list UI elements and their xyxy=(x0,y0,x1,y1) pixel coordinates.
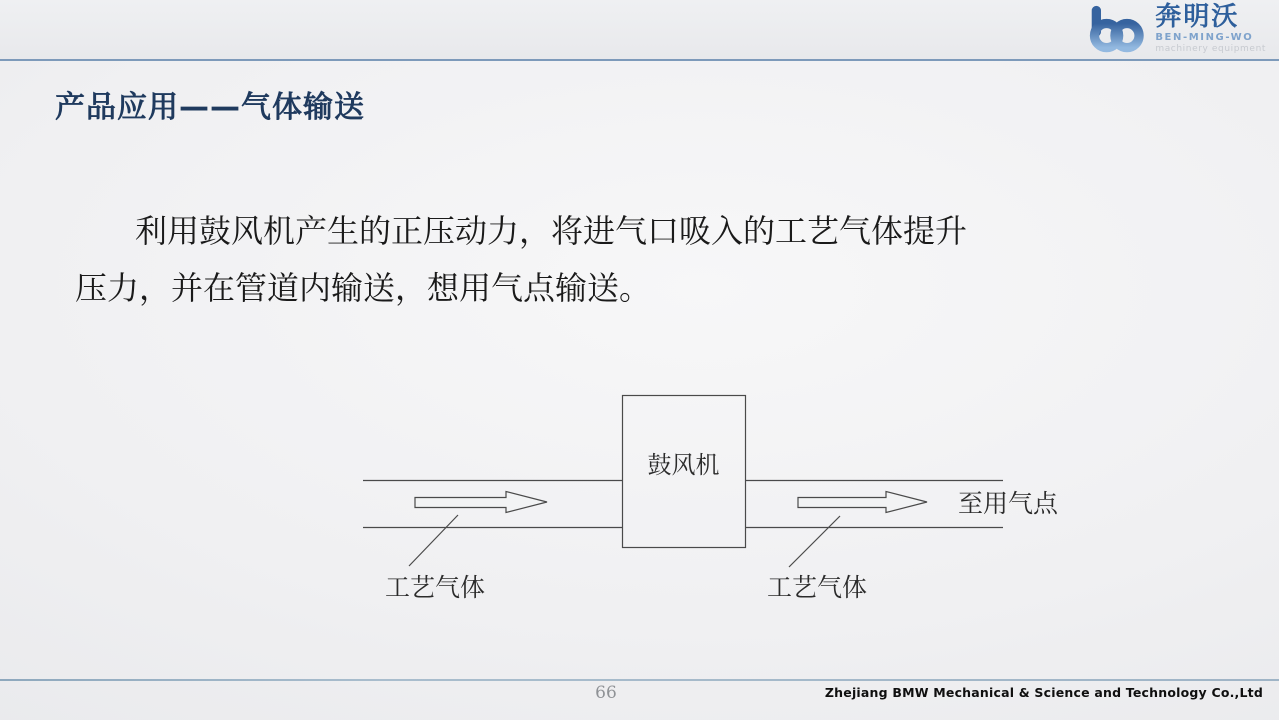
slide-title: 产品应用——气体输送 xyxy=(55,90,365,125)
footer-divider xyxy=(0,679,1279,681)
blower-label: 鼓风机 xyxy=(647,451,720,479)
blower-flow-diagram xyxy=(350,380,1070,610)
outlet-flow-arrow-icon xyxy=(798,492,927,513)
body-text-line1: 利用鼓风机产生的正压动力，将进气口吸入的工艺气体提升 xyxy=(135,212,968,250)
logo-brand-cn: 奔明沃 xyxy=(1155,2,1240,32)
inlet-gas-label: 工艺气体 xyxy=(385,573,486,602)
company-logo xyxy=(1075,4,1266,56)
logo-text-block xyxy=(1155,4,1266,54)
header-band xyxy=(0,0,1279,61)
logo-tagline: machinery equipment xyxy=(1155,44,1266,54)
body-text-line2: 压力，并在管道内输送，想用气点输送。 xyxy=(75,269,652,307)
inlet-flow-arrow-icon xyxy=(415,492,547,513)
logo-brand-en: BEN-MING-WO xyxy=(1155,32,1254,43)
page-number: 66 xyxy=(595,683,617,703)
inlet-leader-line xyxy=(409,515,458,566)
to-use-point-label: 至用气点 xyxy=(958,489,1059,518)
logo-bo-icon xyxy=(1075,4,1153,56)
footer-company-name: Zhejiang BMW Mechanical & Science and Technology Co.,Ltd xyxy=(824,685,1263,700)
outlet-gas-label: 工艺气体 xyxy=(767,573,868,602)
outlet-leader-line xyxy=(789,516,840,567)
